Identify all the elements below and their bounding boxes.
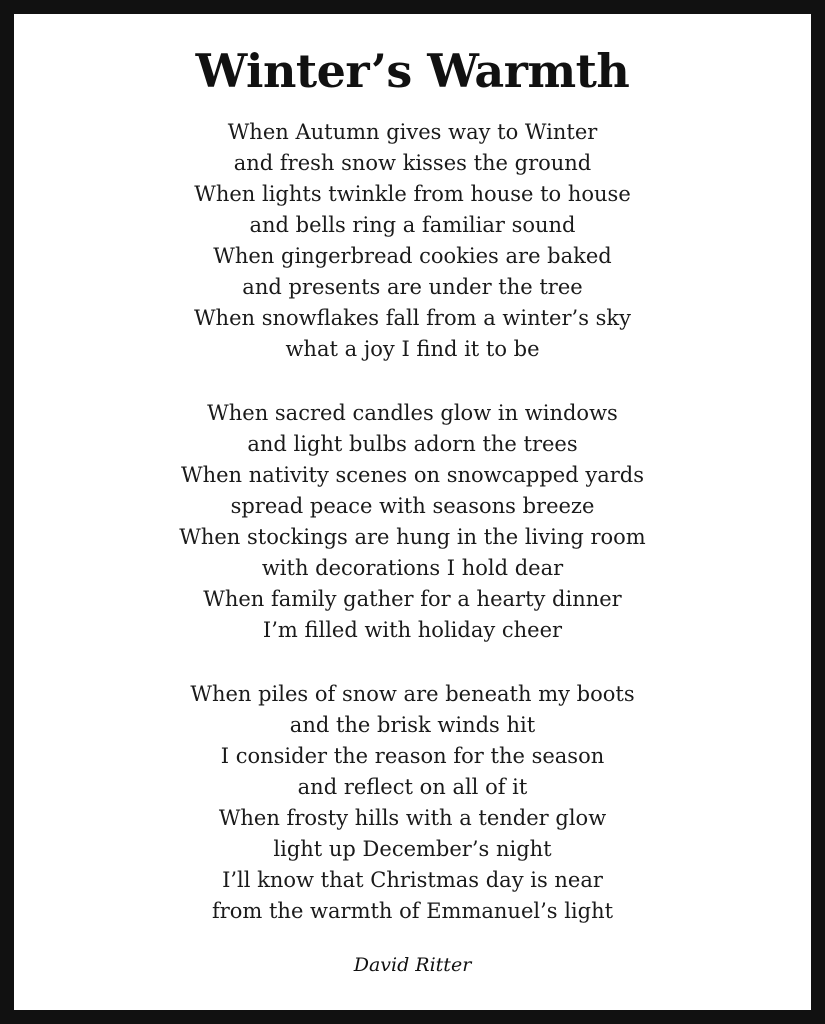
poem-line: and the brisk winds hit bbox=[289, 713, 536, 737]
poem-line: and fresh snow kisses the ground bbox=[233, 151, 592, 175]
poem-line: When piles of snow are beneath my boots bbox=[190, 682, 635, 706]
poem-line: When stockings are hung in the living room bbox=[179, 525, 646, 549]
poem-line: When gingerbread cookies are baked bbox=[213, 244, 612, 268]
poem-line: I consider the reason for the season bbox=[220, 744, 605, 768]
poem-line: and presents are under the tree bbox=[242, 275, 583, 299]
poem-line: light up December’s night bbox=[273, 837, 552, 861]
poem-line: I’m filled with holiday cheer bbox=[262, 618, 563, 642]
poem-line: and light bulbs adorn the trees bbox=[247, 432, 578, 456]
poem-line: spread peace with seasons breeze bbox=[230, 494, 595, 518]
poem-title: Winter’s Warmth bbox=[195, 44, 630, 98]
poem-line: and bells ring a familiar sound bbox=[249, 213, 576, 237]
stanza-3 bbox=[14, 679, 811, 927]
author-signature: David Ritter bbox=[353, 954, 472, 976]
poem-line: When nativity scenes on snowcapped yards bbox=[181, 463, 644, 487]
poem-line: When sacred candles glow in windows bbox=[207, 401, 618, 425]
poem-line: what a joy I find it to be bbox=[285, 337, 540, 361]
poem-line: When lights twinkle from house to house bbox=[194, 182, 631, 206]
stanza-1 bbox=[14, 117, 811, 365]
poem-line: When snowflakes fall from a winter’s sky bbox=[193, 306, 632, 330]
poem-line: When family gather for a hearty dinner bbox=[203, 587, 622, 611]
poem-line: When Autumn gives way to Winter bbox=[227, 120, 598, 144]
poem-line: from the warmth of Emmanuel’s light bbox=[211, 899, 614, 923]
poem-page bbox=[14, 14, 811, 1010]
poem-line: I’ll know that Christmas day is near bbox=[222, 868, 603, 892]
poem-line: with decorations I hold dear bbox=[261, 556, 564, 580]
poem-line: and reflect on all of it bbox=[297, 775, 528, 799]
poem-line: When frosty hills with a tender glow bbox=[218, 806, 607, 830]
stanza-2 bbox=[14, 398, 811, 646]
